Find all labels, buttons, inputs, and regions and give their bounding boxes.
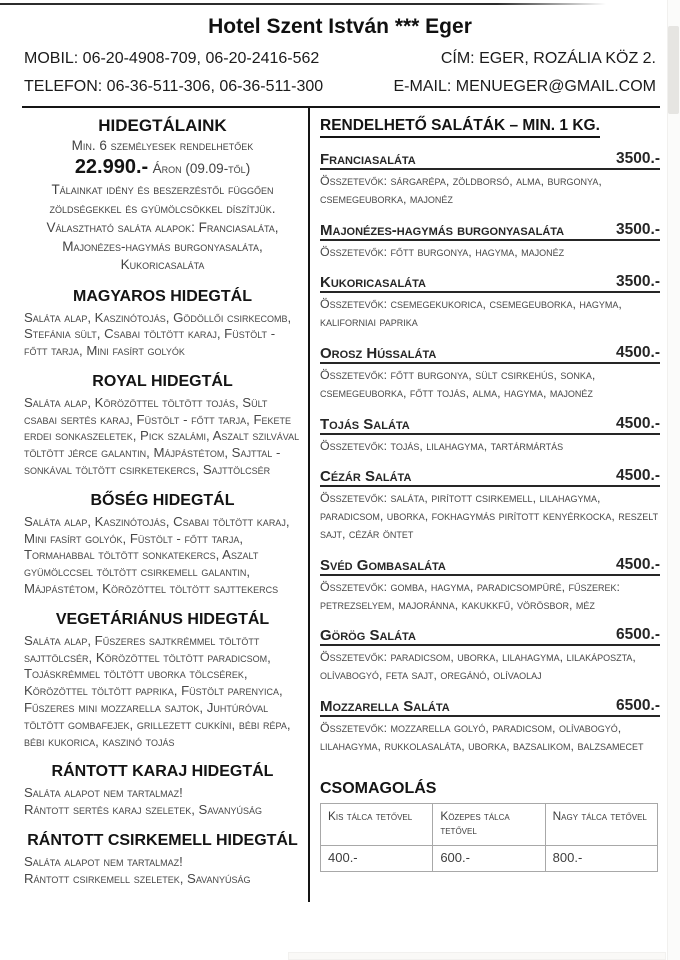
salad-name: Orosz Hússaláta bbox=[320, 344, 437, 362]
contact-email: E-MAIL: MENUEGER@GMAIL.COM bbox=[393, 78, 656, 95]
contact-row-2 bbox=[24, 78, 656, 96]
platter-items: Rántott sertés karaj szeletek, Savanyúság bbox=[24, 802, 263, 818]
salad-price: 4500.- bbox=[616, 467, 660, 485]
platter-items: Saláta alap, Kaszinótojás, Csabai töltött karaj, Mini fasírt golyók, Füstölt - főtt tarja, Tormahabbal töltött sonkatekercs, Aszalt gyümölccsel töltött csirkemell galantin, Májpástétom, Körözöttel töltött sajttekercs bbox=[24, 513, 290, 597]
salad-ingredients: Összetevők: mozzarella golyó, paradicsom, olívabogyó, lilahagyma, rukkolasaláta, uborka, bazsalikom, balzsamecet bbox=[320, 720, 644, 753]
salad-price: 4500.- bbox=[616, 343, 660, 361]
horizontal-scrollbar-track[interactable] bbox=[288, 952, 666, 960]
platter-section-boseg bbox=[24, 492, 301, 598]
cold-platters-title: HIDEGTÁLAINK bbox=[98, 116, 227, 135]
salad-name: Majonézes-hagymás burgonyasaláta bbox=[320, 221, 565, 239]
packaging-col-medium: Közepes tálca tetővel bbox=[433, 803, 545, 845]
salad-price: 4500.- bbox=[616, 414, 660, 432]
platter-section-rantott-csirkemell bbox=[24, 832, 301, 888]
salad-name-price-row bbox=[320, 344, 660, 364]
contact-address: CÍM: EGER, ROZÁLIA KÖZ 2. bbox=[440, 50, 656, 67]
salad-ingredients: Összetevők: főtt burgonya, hagyma, majonéz bbox=[320, 244, 565, 259]
salads-title: RENDELHETŐ SALÁTÁK – MIN. 1 KG. bbox=[320, 117, 600, 138]
salad-name: Franciasaláta bbox=[320, 151, 416, 168]
platter-price-row bbox=[24, 156, 301, 179]
contact-mobile: MOBIL: 06-20-4908-709, 06-20-2416-562 bbox=[24, 50, 320, 67]
salad-price: 6500.- bbox=[616, 696, 660, 714]
platter-section-vegetarianus bbox=[24, 611, 301, 751]
salad-entry-francia bbox=[320, 150, 660, 209]
packaging-price-row bbox=[321, 845, 658, 871]
salad-price: 4500.- bbox=[616, 555, 660, 573]
salad-ingredients: Összetevők: sárgarépa, zöldborsó, alma, burgonya, csemegeuborka, majonéz bbox=[320, 174, 602, 206]
salad-entry-gorog bbox=[320, 626, 660, 685]
salad-name: Mozzarella Saláta bbox=[320, 697, 450, 715]
salad-entry-kukorica bbox=[320, 273, 660, 332]
vertical-scrollbar-track[interactable] bbox=[667, 0, 680, 960]
salad-name-price-row bbox=[320, 556, 660, 576]
salad-name-price-row bbox=[320, 626, 660, 646]
platter-section-magyaros bbox=[24, 288, 301, 360]
packaging-col-small: Kis tálca tetővel bbox=[321, 803, 433, 845]
platter-title: ROYAL HIDEGTÁL bbox=[92, 372, 233, 390]
salad-entry-mozzarella bbox=[320, 697, 660, 756]
salad-name: Tojás Saláta bbox=[320, 415, 410, 433]
platter-title: MAGYAROS HIDEGTÁL bbox=[73, 287, 252, 305]
salad-ingredients: Összetevők: tojás, lilahagyma, tartármártás bbox=[320, 438, 564, 453]
cold-platters-column bbox=[22, 108, 310, 902]
platter-items: Saláta alap, Fűszeres sajtkrémmel töltött sajttölcsér, Körözöttel töltött paradicsom, Tojáskrémmel töltött uborka tölcsérek, Körözöttel töltött paprika, Füstölt parenyica, Fűszeres mini mozzarella sajtok, Juhtúróval töltött gombafejek, grillezett cukkíni, bébi répa, bébi kukorica, kaszinó tojás bbox=[24, 632, 291, 749]
platter-title: RÁNTOTT KARAJ HIDEGTÁL bbox=[51, 763, 274, 781]
salad-entry-orosz bbox=[320, 344, 660, 403]
salad-entry-majonezes bbox=[320, 221, 660, 262]
salad-price: 3500.- bbox=[616, 273, 660, 291]
document-header bbox=[0, 0, 680, 96]
salad-name: Kukoricasaláta bbox=[320, 274, 426, 292]
contact-row-1 bbox=[24, 50, 656, 68]
salad-entry-sved bbox=[320, 556, 660, 615]
scan-artifact-line bbox=[0, 3, 606, 5]
platter-section-royal bbox=[24, 373, 301, 479]
platter-title: RÁNTOTT CSIRKEMELL HIDEGTÁL bbox=[27, 832, 298, 850]
salad-entry-tojas bbox=[320, 415, 660, 456]
platter-note: Saláta alapot nem tartalmaz! bbox=[24, 785, 183, 801]
decoration-note: Tálainkat idény és beszerzéstől függően zöldségekkel és gyümölcsökkel díszítjük. bbox=[49, 182, 276, 216]
platter-note: Saláta alapot nem tartalmaz! bbox=[24, 854, 183, 870]
packaging-title: CSOMAGOLÁS bbox=[320, 779, 437, 797]
salad-name-price-row bbox=[320, 415, 660, 435]
salad-name-price-row bbox=[320, 467, 660, 487]
salad-name-price-row bbox=[320, 221, 660, 241]
salad-ingredients: Összetevők: gomba, hagyma, paradicsompüré, fűszerek: petrezselyem, majoránna, kakukkfű, vörösbor, méz bbox=[320, 579, 620, 612]
hotel-title: Hotel Szent István *** Eger bbox=[208, 15, 472, 38]
contact-phone: TELEFON: 06-36-511-306, 06-36-511-300 bbox=[24, 78, 324, 95]
platter-section-rantott-karaj bbox=[24, 763, 301, 819]
platter-items: Saláta alap, Körözöttel töltött tojás, Sült csabai sertés karaj, Füstölt - főtt tarja, Fekete erdei sonkaszeletek, Pick szalámi, Aszalt szilvával töltött jérce galantin, Májpástétom, Sajttal - sonkával töltött csirketekercs, Sajttölcsér bbox=[24, 394, 300, 478]
salad-ingredients: Összetevők: saláta, pirított csirkemell, lilahagyma, paradicsom, uborka, fokhagymás pirított kenyérkocka, reszelt sajt, cézár öntet bbox=[320, 491, 659, 541]
packaging-table bbox=[320, 803, 658, 872]
salad-price: 6500.- bbox=[616, 626, 660, 644]
salad-ingredients: Összetevők: paradicsom, uborka, lilahagyma, lilakáposzta, olívabogyó, feta sajt, oregánó, olívaolaj bbox=[320, 650, 636, 683]
salad-ingredients: Összetevők: csemegekukorica, csemegeuborka, hagyma, kaliforniai paprika bbox=[320, 297, 622, 330]
salad-name-price-row bbox=[320, 273, 660, 293]
platter-title: BŐSÉG HIDEGTÁL bbox=[90, 491, 235, 509]
min-persons-note: Min. 6 személyesek rendelhetőek bbox=[71, 138, 254, 153]
packaging-price-large: 800.- bbox=[545, 845, 657, 871]
salad-price: 3500.- bbox=[616, 220, 660, 238]
salad-ingredients: Összetevők: főtt burgonya, sült csirkehús, sonka, csemegeuborka, főtt tojás, alma, hagyma, majonéz bbox=[320, 367, 596, 400]
packaging-header-row bbox=[321, 803, 658, 845]
salad-name: Görög Saláta bbox=[320, 627, 416, 645]
platter-price-note: Áron (09.09-től) bbox=[152, 161, 251, 176]
packaging-price-medium: 600.- bbox=[433, 845, 545, 871]
salad-name: Svéd Gombasaláta bbox=[320, 556, 446, 574]
platter-price: 22.990.- bbox=[74, 156, 149, 178]
packaging-col-large: Nagy tálca tetővel bbox=[545, 803, 657, 845]
menu-columns bbox=[22, 106, 660, 902]
salad-price: 3500.- bbox=[616, 150, 660, 167]
platter-items: Saláta alap, Kaszinótojás, Gödöllői csirkecomb, Stefánia sült, Csabai töltött karaj, Füstölt - főtt tarja, Mini fasírt golyók bbox=[24, 309, 292, 359]
salad-name-price-row bbox=[320, 150, 660, 170]
salad-name: Cézár Saláta bbox=[320, 468, 412, 486]
packaging-price-small: 400.- bbox=[321, 845, 433, 871]
salad-name-price-row bbox=[320, 697, 660, 717]
platter-title: VEGETÁRIÁNUS HIDEGTÁL bbox=[55, 610, 270, 628]
platter-items: Rántott csirkemell szeletek, Savanyúság bbox=[24, 870, 251, 886]
salad-base-note: Választható saláta alapok: Franciasaláta, Majonézes-hagymás burgonyasaláta, Kukoricasaláta bbox=[46, 220, 279, 272]
salads-column bbox=[310, 108, 660, 902]
salad-entry-cezar bbox=[320, 467, 660, 543]
vertical-scrollbar-thumb[interactable] bbox=[668, 26, 679, 114]
packaging-section bbox=[320, 780, 660, 872]
cold-platters-intro bbox=[24, 116, 301, 275]
